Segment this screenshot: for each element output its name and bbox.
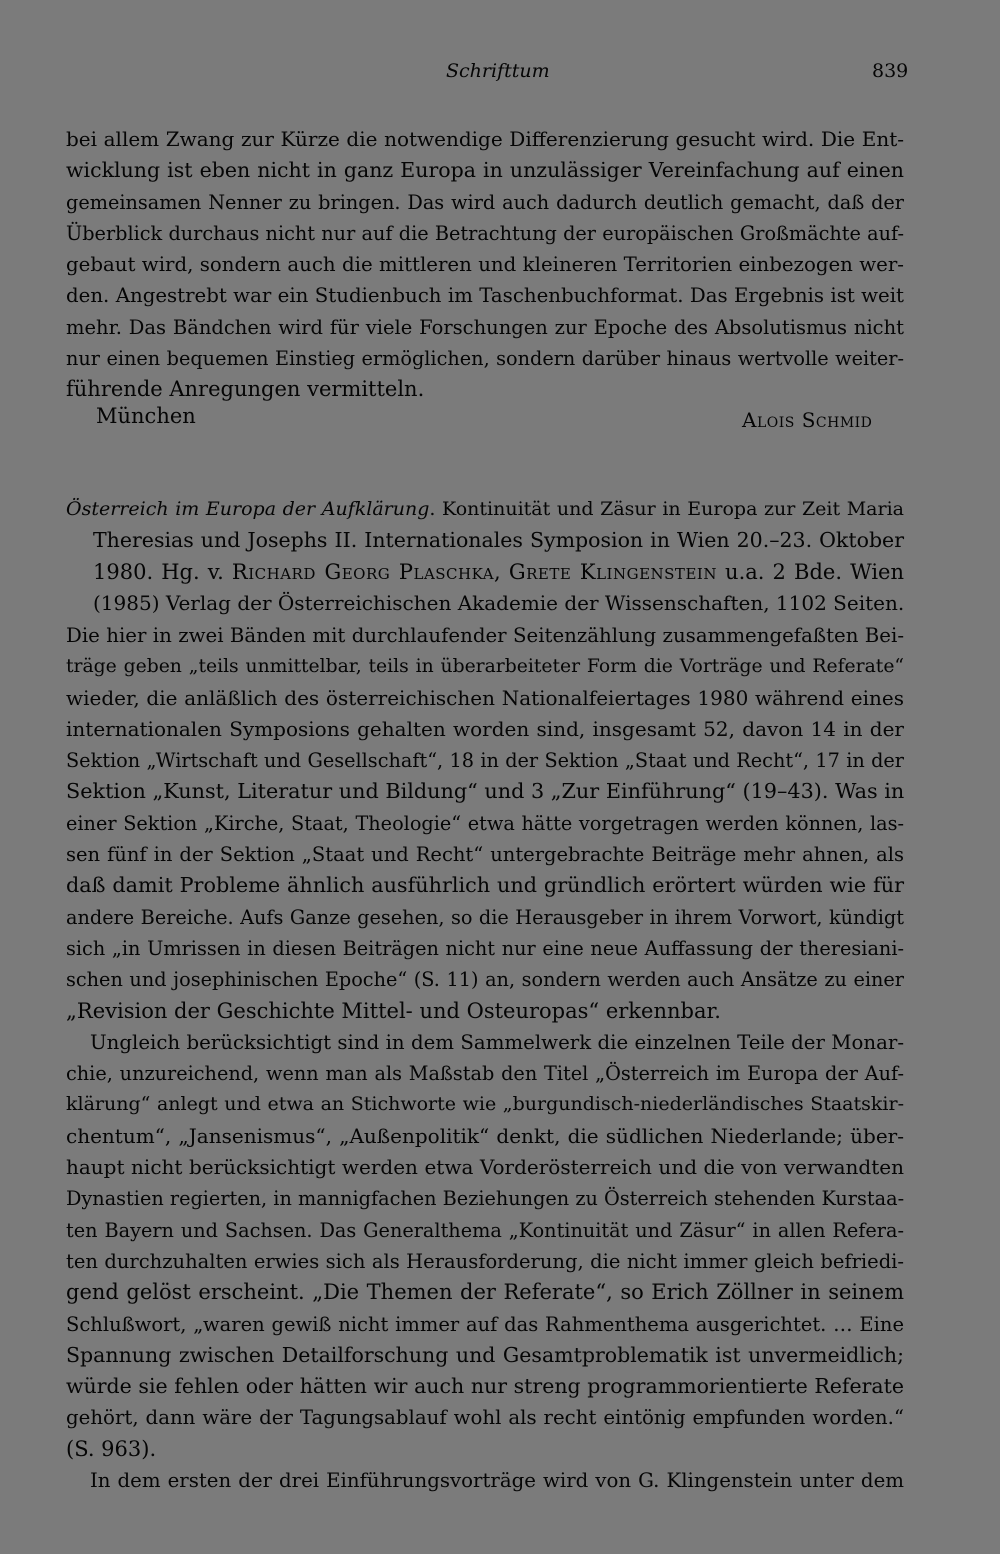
- citation-text: . Kontinuität und Zäsur in Europa zur Zeit Maria: [429, 498, 904, 520]
- text-line: gehört, dann wäre der Tagungsablauf wohl als recht eintönig empfunden worden.“: [66, 1406, 904, 1430]
- text-line: klärung“ anlegt und etwa an Stichworte wie „burgundisch-niederländisches Staatskir-: [66, 1093, 904, 1116]
- review-signature: [0, 404, 1000, 436]
- review-body: [66, 620, 904, 1496]
- editor-name: Grete Klingenstein: [508, 559, 717, 584]
- text-line: führende Anregungen vermitteln.: [66, 377, 425, 402]
- text-line: andere Bereiche. Aufs Ganze gesehen, so die Herausgeber in ihrem Vorwort, kündigt: [66, 905, 904, 929]
- reviewer-name: Alois Schmid: [742, 408, 873, 432]
- page-number: 839: [872, 60, 909, 82]
- text-line: wicklung ist eben nicht in ganz Europa in unzulässiger Vereinfachung auf einen: [66, 158, 904, 183]
- citation-text: u.a. 2 Bde. Wien: [716, 559, 904, 584]
- text-line: ten durchzuhalten erwies sich als Herausforderung, die nicht immer gleich befriedi-: [66, 1249, 904, 1273]
- citation-line: [66, 557, 904, 588]
- text-line: wieder, die anläßlich des österreichischen Nationalfeiertages 1980 während eines: [66, 685, 904, 710]
- paragraph: [66, 1027, 904, 1465]
- text-line: Ungleich berücksichtigt sind in dem Sammelwerk die einzelnen Teile der Monar-: [90, 1030, 904, 1054]
- text-line: gend gelöst erscheint. „Die Themen der Referate“, so Erich Zöllner in seinem: [66, 1280, 904, 1305]
- text-line: den. Angestrebt war ein Studienbuch im Taschenbuchformat. Das Ergebnis ist weit: [66, 284, 904, 308]
- citation-line: (1985) Verlag der Österreichischen Akademie der Wissenschaften, 1102 Seiten.: [93, 590, 905, 615]
- text-line: daß damit Probleme ähnlich ausführlich und gründlich erörtert würden wie für: [66, 873, 904, 898]
- text-line: sen fünf in der Sektion „Staat und Recht“ untergebrachte Beiträge mehr ahnen, als: [66, 843, 904, 867]
- text-line: haupt nicht berücksichtigt werden etwa Vorderösterreich und die von verwandten: [66, 1155, 904, 1180]
- text-line: (S. 963).: [66, 1436, 157, 1461]
- text-line: Überblick durchaus nicht nur auf die Betrachtung der europäischen Großmächte auf-: [66, 221, 904, 245]
- text-line: ten Bayern und Sachsen. Das Generalthema „Kontinuität und Zäsur“ in allen Refera-: [66, 1218, 904, 1242]
- text-line: Die hier in zwei Bänden mit durchlaufender Seitenzählung zusammengefaßten Bei-: [66, 624, 904, 647]
- text-line: gemeinsamen Nenner zu bringen. Das wird auch dadurch deutlich gemacht, daß der: [66, 190, 904, 214]
- running-title: Schrifttum: [446, 60, 550, 82]
- text-line: mehr. Das Bändchen wird für viele Forschungen zur Epoche des Absolutismus nicht: [66, 315, 904, 339]
- text-line: Schlußwort, „waren gewiß nicht immer auf das Rahmenthema ausgerichtet. … Eine: [66, 1312, 904, 1336]
- text-line: chentum“, „Jansenismus“, „Außenpolitik“ denkt, die südlichen Niederlande; über-: [66, 1123, 904, 1148]
- text-line: internationalen Symposions gehalten worden sind, insgesamt 52, davon 14 in der: [66, 716, 904, 741]
- text-line: In dem ersten der drei Einführungsvorträge wird von G. Klingenstein unter dem: [90, 1469, 904, 1493]
- text-line: bei allem Zwang zur Kürze die notwendige Differenzierung gesucht wird. Die Ent-: [66, 127, 904, 151]
- signature-place: München: [96, 404, 196, 428]
- text-line: einer Sektion „Kirche, Staat, Theologie“ etwa hätte vorgetragen werden können, las-: [66, 811, 904, 835]
- citation-text: ,: [494, 559, 509, 584]
- review-continuation-text: [66, 124, 904, 406]
- text-line: Sektion „Kunst, Literatur und Bildung“ und 3 „Zur Einführung“ (19–43). Was in: [66, 779, 905, 804]
- text-line: Dynastien regierten, in mannigfachen Beziehungen zu Österreich stehenden Kurstaa-: [66, 1187, 905, 1211]
- citation-line: Theresias und Josephs II. Internationales Symposion in Wien 20.–23. Oktober: [93, 528, 904, 553]
- text-line: gebaut wird, sondern auch die mittleren und kleineren Territorien einbezogen wer-: [66, 253, 904, 277]
- bibliographic-citation: [66, 494, 904, 619]
- running-head: [0, 60, 1000, 90]
- text-line: Sektion „Wirtschaft und Gesellschaft“, 18 in der Sektion „Staat und Recht“, 17 in der: [66, 749, 904, 773]
- citation-text: 1980. Hg. v.: [93, 559, 232, 584]
- text-line: nur einen bequemen Einstieg ermöglichen, sondern darüber hinaus wertvolle weiter-: [66, 347, 904, 371]
- text-line: würde sie fehlen oder hätten wir auch nur streng programmorientierte Referate: [66, 1374, 904, 1399]
- text-line: schen und josephinischen Epoche“ (S. 11) an, sondern werden auch Ansätze zu einer: [66, 968, 904, 992]
- paragraph: [66, 620, 904, 1027]
- paragraph: [66, 1465, 904, 1496]
- text-line: chie, unzureichend, wenn man als Maßstab den Titel „Österreich im Europa der Auf-: [66, 1062, 904, 1086]
- text-line: „Revision der Geschichte Mittel- und Osteuropas“ erkennbar.: [66, 998, 721, 1023]
- editor-name: Richard Georg Plaschka: [231, 559, 495, 584]
- book-title: Österreich im Europa der Aufklärung: [66, 498, 430, 520]
- text-line: Spannung zwischen Detailforschung und Gesamtproblematik ist unvermeidlich;: [66, 1342, 904, 1367]
- citation-line: [66, 494, 904, 525]
- text-line: sich „in Umrissen in diesen Beiträgen nicht nur eine neue Auffassung der theresiani-: [66, 936, 904, 960]
- text-line: träge geben „teils unmittelbar, teils in überarbeiteter Form die Vorträge und Referate“: [66, 656, 904, 678]
